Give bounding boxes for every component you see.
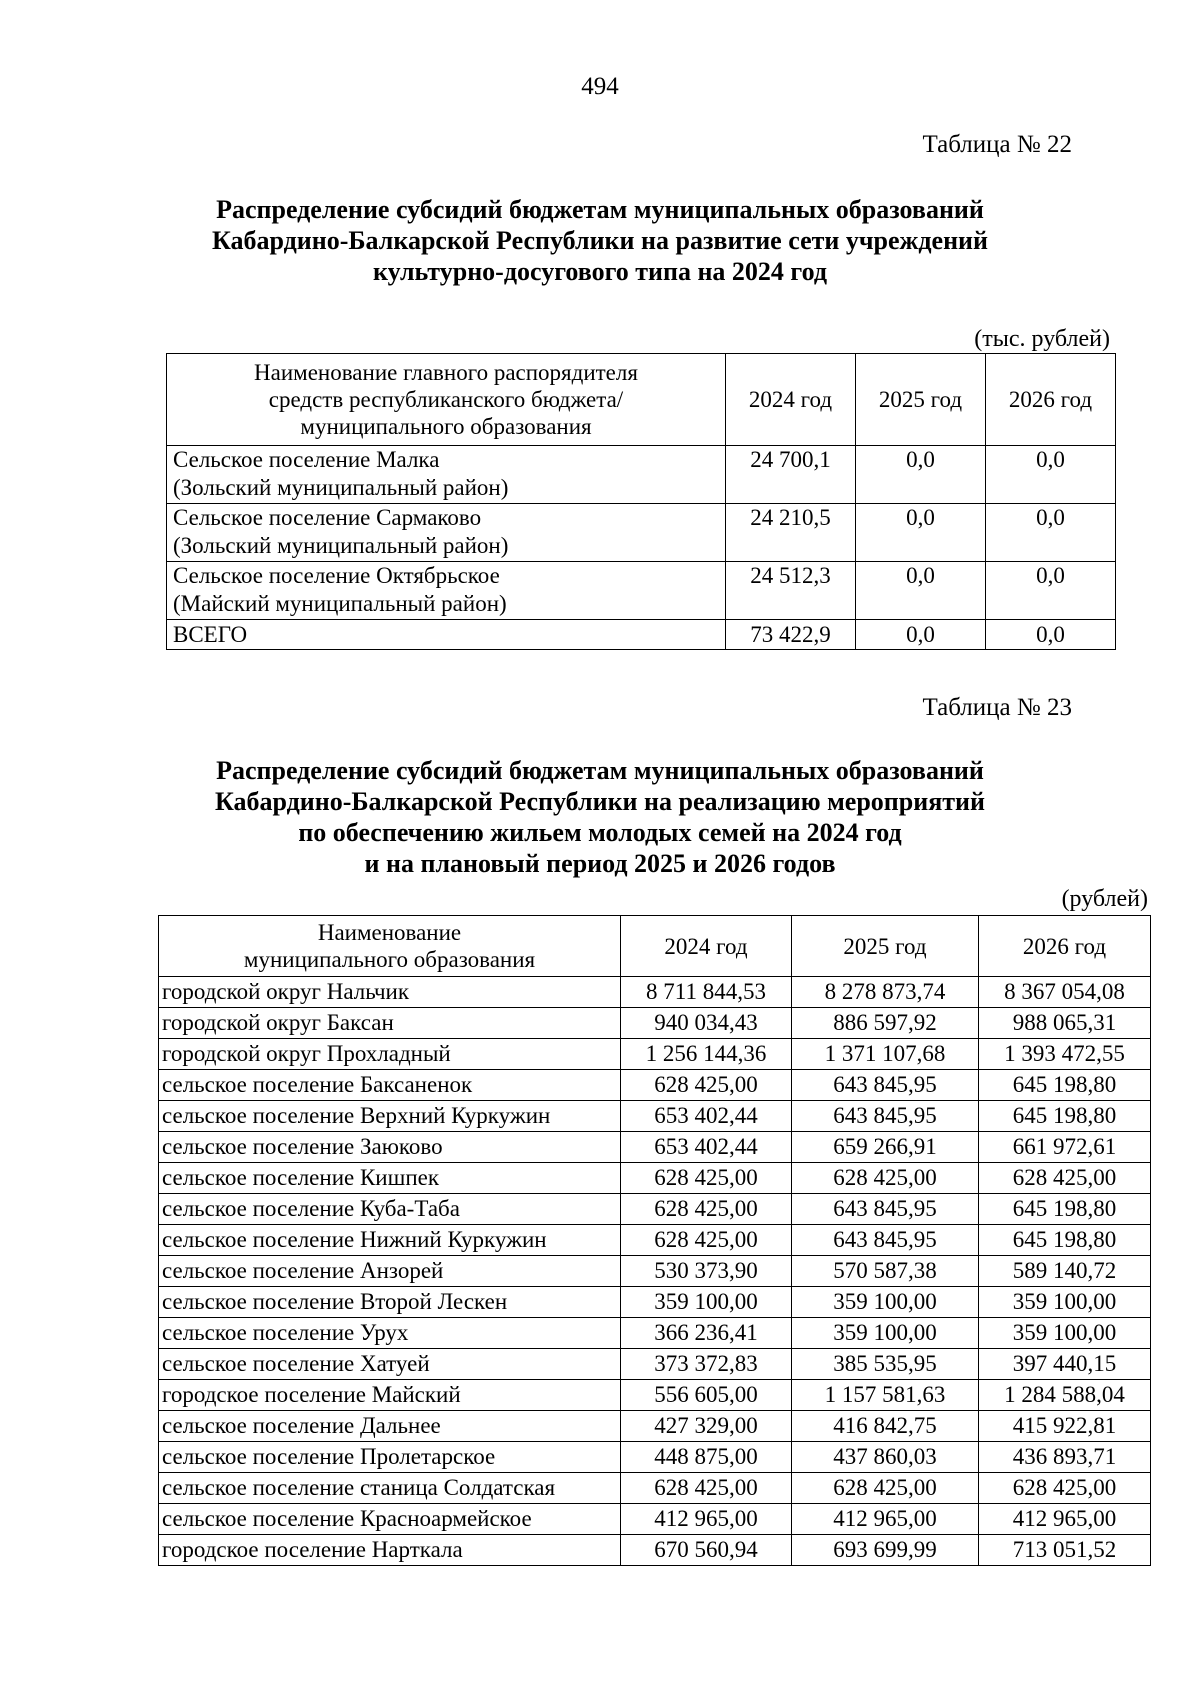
cell-2024: 73 422,9: [726, 620, 856, 650]
cell-2024: 448 875,00: [621, 1442, 792, 1473]
cell-name: сельское поселение Куба-Таба: [159, 1194, 621, 1225]
cell-name: городской округ Нальчик: [159, 977, 621, 1008]
table-header-row: [159, 916, 1151, 977]
cell-2025: 359 100,00: [792, 1287, 979, 1318]
cell-2026: 988 065,31: [979, 1008, 1151, 1039]
cell-name: сельское поселение Урух: [159, 1318, 621, 1349]
cell-line: Сельское поселение Сармаково: [173, 505, 482, 530]
cell-2024: 427 329,00: [621, 1411, 792, 1442]
cell-2025: 412 965,00: [792, 1504, 979, 1535]
table-row: [159, 1535, 1151, 1566]
cell-2026: 0,0: [986, 562, 1116, 620]
cell-2026: 0,0: [986, 504, 1116, 562]
header-2026: 2026 год: [979, 916, 1151, 977]
cell-2025: 659 266,91: [792, 1132, 979, 1163]
cell-2025: 359 100,00: [792, 1318, 979, 1349]
cell-2024: 628 425,00: [621, 1194, 792, 1225]
cell-2026: 589 140,72: [979, 1256, 1151, 1287]
cell-2024: 412 965,00: [621, 1504, 792, 1535]
table-row: [159, 1380, 1151, 1411]
cell-name: сельское поселение Красноармейское: [159, 1504, 621, 1535]
table-row: [159, 1504, 1151, 1535]
cell-2025: 628 425,00: [792, 1163, 979, 1194]
header-2024: 2024 год: [726, 354, 856, 446]
cell-2024: 530 373,90: [621, 1256, 792, 1287]
cell-2024: 8 711 844,53: [621, 977, 792, 1008]
cell-name: сельское поселение Нижний Куркужин: [159, 1225, 621, 1256]
cell-name: городское поселение Майский: [159, 1380, 621, 1411]
cell-2025: 0,0: [856, 446, 986, 504]
header-2026: 2026 год: [986, 354, 1116, 446]
cell-name: сельское поселение Хатуей: [159, 1349, 621, 1380]
cell-2026: 436 893,71: [979, 1442, 1151, 1473]
table-row: [159, 1411, 1151, 1442]
cell-2026: 359 100,00: [979, 1287, 1151, 1318]
cell-2024: 653 402,44: [621, 1101, 792, 1132]
cell-2026: 8 367 054,08: [979, 977, 1151, 1008]
table-row: [159, 1287, 1151, 1318]
table-22-label: Таблица № 22: [922, 131, 1072, 158]
cell-2025: 570 587,38: [792, 1256, 979, 1287]
header-name: Наименование муниципального образования: [159, 916, 621, 977]
cell-name: сельское поселение Верхний Куркужин: [159, 1101, 621, 1132]
cell-2024: 940 034,43: [621, 1008, 792, 1039]
cell-name: городской округ Баксан: [159, 1008, 621, 1039]
cell-2025: 643 845,95: [792, 1101, 979, 1132]
cell-2026: 412 965,00: [979, 1504, 1151, 1535]
table-row: [159, 977, 1151, 1008]
cell-2024: 24 210,5: [726, 504, 856, 562]
table-row: [159, 1349, 1151, 1380]
table-23: [158, 915, 1151, 1566]
cell-name: сельское поселение Пролетарское: [159, 1442, 621, 1473]
cell-name: [167, 446, 726, 504]
cell-name: сельское поселение станица Солдатская: [159, 1473, 621, 1504]
cell-2025: 643 845,95: [792, 1194, 979, 1225]
cell-2025: 0,0: [856, 620, 986, 650]
cell-2026: 415 922,81: [979, 1411, 1151, 1442]
cell-line: Сельское поселение Октябрьское: [173, 563, 500, 588]
table-row: [167, 446, 1116, 504]
table-row: [159, 1039, 1151, 1070]
cell-2026: 645 198,80: [979, 1194, 1151, 1225]
total-row: [167, 620, 1116, 650]
cell-2025: 1 157 581,63: [792, 1380, 979, 1411]
header-2024: 2024 год: [621, 916, 792, 977]
cell-2026: 397 440,15: [979, 1349, 1151, 1380]
cell-line: (Зольский муниципальный район): [173, 533, 509, 558]
cell-2024: 373 372,83: [621, 1349, 792, 1380]
table-row: [159, 1163, 1151, 1194]
cell-name: ВСЕГО: [167, 620, 726, 650]
cell-2025: 628 425,00: [792, 1473, 979, 1504]
cell-2025: 0,0: [856, 504, 986, 562]
table-23-unit: (рублей): [1061, 886, 1148, 912]
table-row: [159, 1101, 1151, 1132]
cell-2025: 8 278 873,74: [792, 977, 979, 1008]
table-23-label: Таблица № 23: [922, 694, 1072, 721]
cell-2024: 628 425,00: [621, 1473, 792, 1504]
cell-2026: 0,0: [986, 620, 1116, 650]
cell-2025: 416 842,75: [792, 1411, 979, 1442]
cell-2026: 645 198,80: [979, 1101, 1151, 1132]
cell-name: городской округ Прохладный: [159, 1039, 621, 1070]
cell-line: Сельское поселение Малка: [173, 447, 440, 472]
cell-name: сельское поселение Баксаненок: [159, 1070, 621, 1101]
cell-name: сельское поселение Кишпек: [159, 1163, 621, 1194]
cell-2025: 886 597,92: [792, 1008, 979, 1039]
header-2025: 2025 год: [792, 916, 979, 977]
cell-2024: 24 512,3: [726, 562, 856, 620]
cell-2026: 1 393 472,55: [979, 1039, 1151, 1070]
table-row: [159, 1194, 1151, 1225]
cell-2026: 661 972,61: [979, 1132, 1151, 1163]
cell-2025: 693 699,99: [792, 1535, 979, 1566]
cell-2024: 556 605,00: [621, 1380, 792, 1411]
cell-2024: 628 425,00: [621, 1070, 792, 1101]
table-row: [159, 1473, 1151, 1504]
cell-name: сельское поселение Второй Лескен: [159, 1287, 621, 1318]
cell-2025: 385 535,95: [792, 1349, 979, 1380]
title-line: Кабардино-Балкарской Республики на развитие сети учреждений: [211, 226, 989, 255]
table-23-title: [0, 755, 1200, 879]
cell-2024: 628 425,00: [621, 1225, 792, 1256]
cell-2025: 0,0: [856, 562, 986, 620]
cell-2025: 643 845,95: [792, 1070, 979, 1101]
table-row: [167, 504, 1116, 562]
cell-2024: 653 402,44: [621, 1132, 792, 1163]
cell-2026: 628 425,00: [979, 1163, 1151, 1194]
table-row: [159, 1132, 1151, 1163]
title-line: Кабардино-Балкарской Республики на реализацию мероприятий: [214, 787, 986, 816]
table-row: [159, 1225, 1151, 1256]
header-2025: 2025 год: [856, 354, 986, 446]
title-line: Распределение субсидий бюджетам муниципальных образований: [216, 195, 984, 224]
cell-name: сельское поселение Анзорей: [159, 1256, 621, 1287]
table-22-unit: (тыс. рублей): [974, 326, 1110, 352]
title-line: и на плановый период 2025 и 2026 годов: [364, 849, 836, 878]
cell-name: [167, 562, 726, 620]
cell-2026: 713 051,52: [979, 1535, 1151, 1566]
cell-2026: 0,0: [986, 446, 1116, 504]
cell-2024: 670 560,94: [621, 1535, 792, 1566]
table-22-title: [0, 194, 1200, 287]
title-line: Распределение субсидий бюджетам муниципальных образований: [216, 756, 984, 785]
cell-2026: 628 425,00: [979, 1473, 1151, 1504]
table-22: [166, 353, 1116, 650]
cell-line: (Майский муниципальный район): [173, 591, 507, 616]
cell-2025: 437 860,03: [792, 1442, 979, 1473]
cell-2025: 643 845,95: [792, 1225, 979, 1256]
cell-2026: 359 100,00: [979, 1318, 1151, 1349]
cell-name: городское поселение Нарткала: [159, 1535, 621, 1566]
cell-2024: 366 236,41: [621, 1318, 792, 1349]
table-row: [159, 1318, 1151, 1349]
cell-2024: 628 425,00: [621, 1163, 792, 1194]
cell-2024: 1 256 144,36: [621, 1039, 792, 1070]
cell-2024: 24 700,1: [726, 446, 856, 504]
table-row: [159, 1070, 1151, 1101]
cell-2026: 645 198,80: [979, 1070, 1151, 1101]
cell-2026: 645 198,80: [979, 1225, 1151, 1256]
cell-name: сельское поселение Заюково: [159, 1132, 621, 1163]
cell-2024: 359 100,00: [621, 1287, 792, 1318]
table-row: [159, 1256, 1151, 1287]
title-line: по обеспечению жильем молодых семей на 2024 год: [298, 818, 902, 847]
table-header-row: [167, 354, 1116, 446]
page-number: 494: [581, 73, 619, 100]
cell-2025: 1 371 107,68: [792, 1039, 979, 1070]
cell-line: (Зольский муниципальный район): [173, 475, 509, 500]
table-row: [159, 1008, 1151, 1039]
cell-name: [167, 504, 726, 562]
header-name: Наименование главного распорядителя средств республиканского бюджета/ муниципального образования: [167, 354, 726, 446]
title-line: культурно-досугового типа на 2024 год: [373, 257, 827, 286]
cell-2026: 1 284 588,04: [979, 1380, 1151, 1411]
table-row: [159, 1442, 1151, 1473]
cell-name: сельское поселение Дальнее: [159, 1411, 621, 1442]
table-row: [167, 562, 1116, 620]
